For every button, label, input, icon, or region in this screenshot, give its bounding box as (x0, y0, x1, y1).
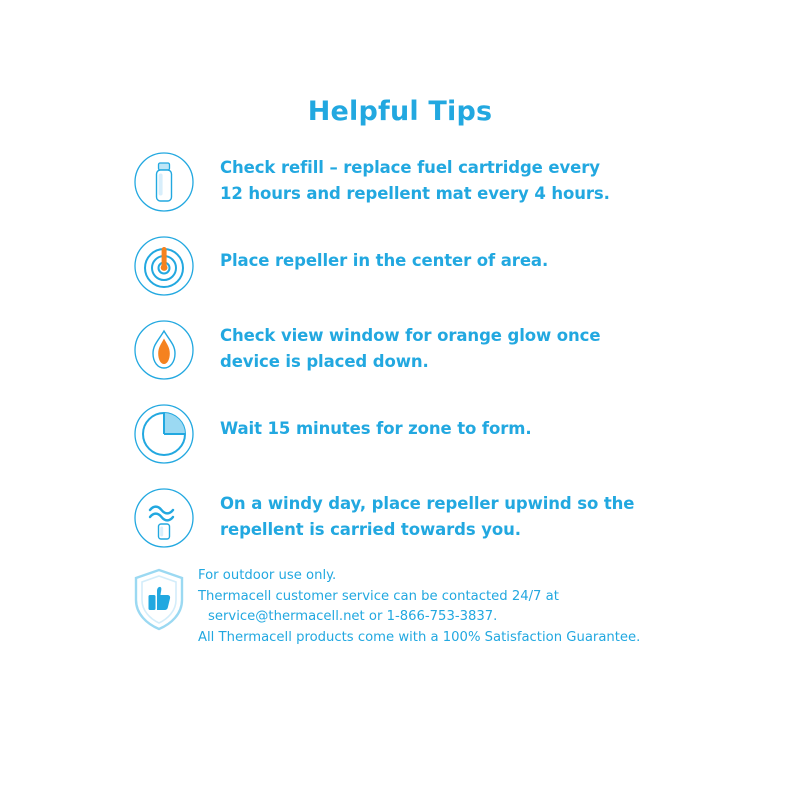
tip-line-2: device is placed down. (220, 351, 429, 371)
footer-text (190, 560, 688, 648)
tip-text (200, 230, 688, 274)
tip-text (200, 398, 688, 442)
clock-quarter-icon (128, 398, 200, 470)
list-item (128, 314, 688, 386)
tip-line-1: Wait 15 minutes for zone to form. (220, 419, 532, 438)
footer-line-3: service@thermacell.net or 1-866-753-3837. (208, 609, 498, 625)
footer-line-4: All Thermacell products come with a 100% Satisfaction Guarantee. (198, 629, 641, 645)
shield-thumbs-up-icon (128, 560, 190, 638)
target-center-icon (128, 230, 200, 302)
list-item (128, 482, 688, 554)
list-item (128, 146, 688, 218)
tip-line-1: Check view window for orange glow once (220, 326, 601, 345)
footer-line-2: Thermacell customer service can be contacted 24/7 at (198, 588, 559, 604)
footer-block (128, 560, 688, 648)
tip-line-1: On a windy day, place repeller upwind so the (220, 494, 635, 513)
tip-line-1: Place repeller in the center of area. (220, 251, 549, 270)
fuel-cartridge-icon (128, 146, 200, 218)
list-item (128, 230, 688, 302)
tips-list (128, 146, 688, 566)
footer-line-1: For outdoor use only. (198, 568, 337, 583)
tip-line-2: 12 hours and repellent mat every 4 hours. (220, 183, 610, 203)
tip-line-2: repellent is carried towards you. (220, 519, 521, 539)
tip-line-1: Check refill – replace fuel cartridge every (220, 158, 600, 177)
tip-text (200, 146, 688, 206)
flame-icon (128, 314, 200, 386)
tip-text (200, 482, 688, 542)
wind-repeller-icon (128, 482, 200, 554)
list-item (128, 398, 688, 470)
page-title: Helpful Tips (307, 96, 493, 127)
tip-text (200, 314, 688, 374)
